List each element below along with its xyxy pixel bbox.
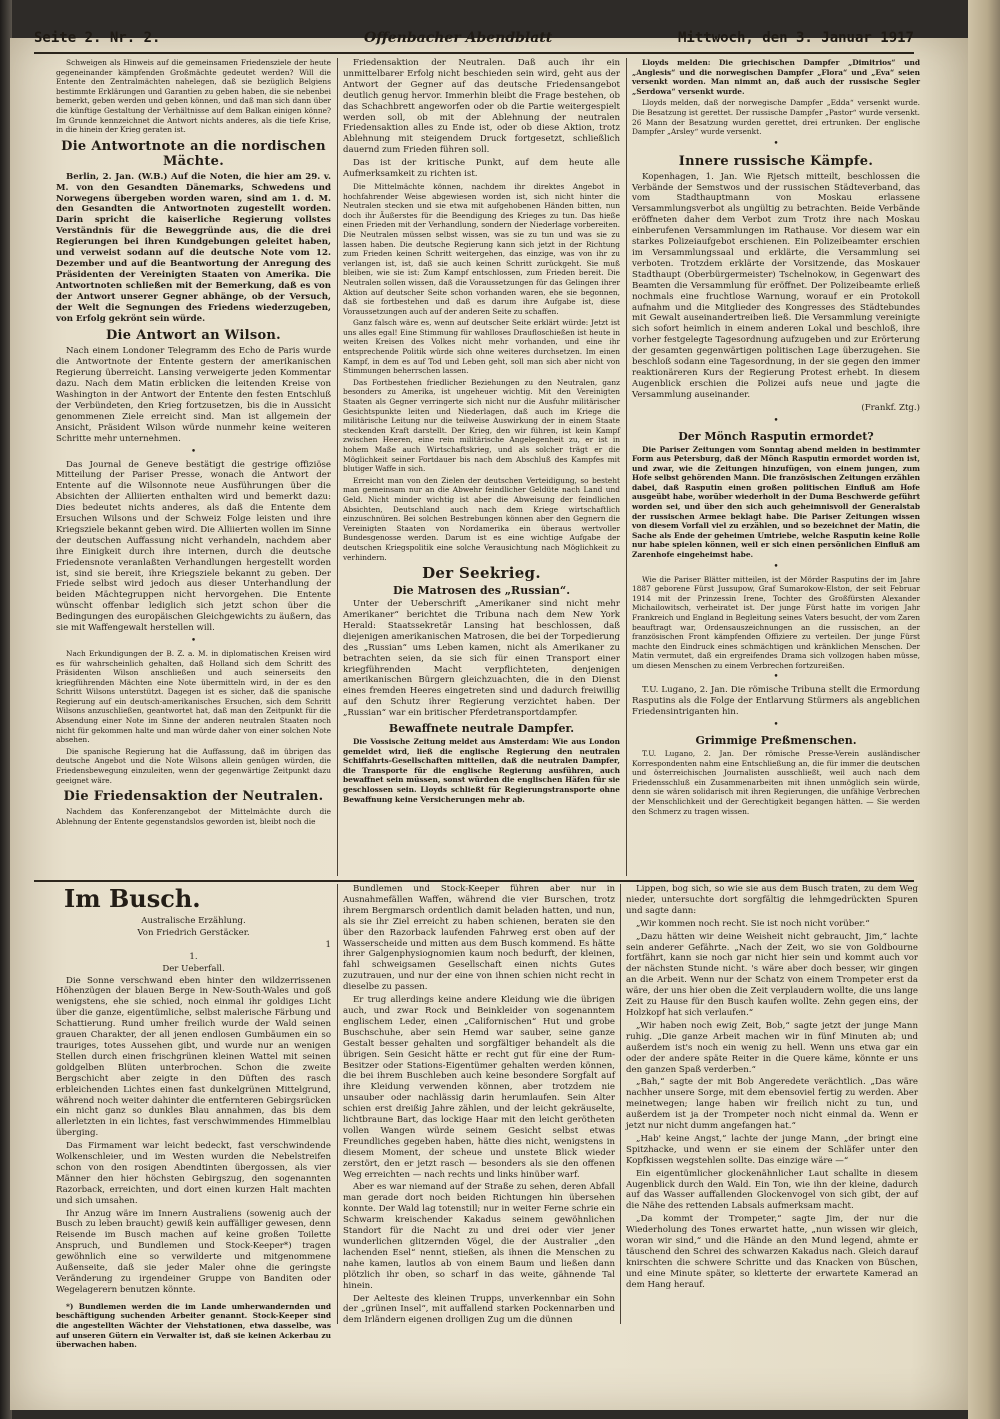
installment-mark: 1 (325, 939, 331, 950)
headline-peace-action: Die Friedensaktion der Neutralen. (63, 789, 324, 805)
column-3 (632, 58, 920, 876)
footnote: *) Bundlemen werden die im Lande umherwandernden und beschäftigung suchenden Arbeiter genannt. Stock-Keeper sind die angestellten Wächter der Viehstationen, etwa dasselbe, was auf unseren Gütern ein Verwalter ist, daß sie keinen Ackerbau zu überwachen haben. (56, 1301, 331, 1350)
article-neutral-6: Erreicht man von den Zielen der deutschen Verteidigung, so besteht man gemeinsam nur an die Abwehr feindlicher Geldüte nach Land und Geld. Nicht minder wichtig ist aber die Abweisung der feindlichen Absichten, Deutschland auch nach dem Kriege wirtschaftlich einzuschnüren. Bei solchen Bestrebungen können aber den Gegnern die Vereinigten Staaten von Nordamerika ein überaus wertvoller Bundesgenosse werden. Darum ist es eine wichtige Aufgabe der deutschen Kriegspolitik eine solche Verausichtung nach Möglichkeit zu verhindern. (343, 475, 620, 562)
article-russian-sailors: Unter der Ueberschrift „Amerikaner sind nicht mehr Amerikaner“ berichtet die Tribuna nach dem New York Herald: Staatssekretär Lansing hat beschlossen, daß diejenigen amerikanischen Matrosen, die bei der Torpedierung des „Russian“ ums Leben kamen, nicht als Amerikaner zu betrachten seien, da sie sich für einen Transport einer kriegführenden Macht verpflichteten, denjenigen amerikanischen Bürgern gleichzuachten, die in den Dienst eines fremden Heeres eingetreten sind und dadurch freiwillig auf den Schutz ihrer Regierung verzichtet haben. Der „Russian“ war ein britischer Pferdetransportdampfer. (343, 599, 620, 719)
article-neutral-2: Das ist der kritische Punkt, auf dem heute alle Aufmerksamkeit zu richten ist. (343, 158, 620, 180)
column-rule (626, 58, 627, 876)
story-paragraph: Das Firmament war leicht bedeckt, fast verschwindende Wolkenschleier, und im Westen wurden die Nebelstreifen schon von den rosigen Abendtinten übergossen, als vier Männer den hier höchsten Gebirgszug, den sogenannten Razorback, erreichten, und dort einen kurzen Halt machten und sich umsahen. (56, 1141, 331, 1206)
story-paragraph: „Bah,“ sagte der mit Bob Angeredete verächtlich. „Das wäre nachher unsere Sorge, mit dem ebensoviel fertig zu werden. Aber meinetwegen; lange haben wir freilich nicht zu tun, und außerdem ist ja der Trompeter noch nicht einmal da. Wenn er jetzt nur nicht dumm angefangen hat.“ (626, 1077, 918, 1132)
newspaper-title: Offenbacher Abendblatt (364, 30, 553, 46)
story-paragraph: Aber es war niemand auf der Straße zu sehen, deren Abfall man gerade dort noch beiden Richtungen hin übersehen konnte. Der Wald lag totenstill; nur in weiter Ferne schrie ein Schwarm kreischender Kakadus seinem gewöhnlichen Standort für die Nacht zu und drei oder vier jener wunderlichen glitzernden Vögel, die der Australier „den lachenden Esel“ nennt, stießen, als ihnen die Menschen zu nahe kamen, lautlos ab von einem Baum und ließen dann plötzlich ihr oben, so scharf in das weite, gähnende Tal hinein. (343, 1182, 615, 1291)
article-intro: Schweigen als Hinweis auf die gemeinsamen Friedensziele der heute gegeneinander kämpfenden Großmächte gedeutet werden? Will die Entente den Zentralmächten nahelegen, daß sie bezüglich Belgiens bestimmte Erklärungen und Garantien zu geben haben, die sie nebenbei bemerkt, geben werden und geben können, und daß man sich dann über die künftige Gestaltung der Verhältnisse auf dem Balkan einigen könne? Im Grunde kennzeichnet die Antwort nichts anderes, als die tiefe Krise, in die hinein der Krieg geraten ist. (56, 58, 331, 135)
headline-russian-sailors: Die Matrosen des „Russian“. (392, 584, 571, 598)
article-russian-struggles: Kopenhagen, 1. Jan. Wie Rjetsch mitteilt, beschlossen die Verbände der Semstwos und der russischen Städteverband, das vom Stadthauptmann von Moskau erlassene Versammlungsverbot als ungültig zu betrachten. Beide Verbände eröffneten daher dem Verbot zum Trotz ihre nach Moskau einberufenen Versammlungen im Rathause. Vor diesem war ein starkes Polizeiaufgebot erschienen. Ein Polizeibeamter erschien im Versammlungssaal und erklärte, die Versammlung sei verboten. Trotzdem erklärte der Vorsitzende, das Moskauer Stadthaupt (Oberbürgermeister) Tschelnokow, in Gegenwart des Beamten die Versammlung für eröffnet. Der Polizeibeamte erließ nochmals eine fruchtlose Warnung, worauf er ein Protokoll aufnahm und die Mitglieder des Kongresses des Städtebundes mit Gewalt auseinandertreiben ließ. Die Versammlung vereinigte sich sofort heimlich in einem anderen Lokal und beschloß, ihre vorher festgelegte Tagesordnung aufzugeben und zur Erörterung der gesamten gegenwärtigen politischen Lage überzugehen. Sie beschloß sodann eine Tagesordnung, in der sie gegen den immer reaktionäreren Kurs der Regierung Protest erhebt. In diesem Augenblick erschien die Polizei aufs neue und jagte die Versammlung auseinander. (632, 171, 920, 400)
article-neutral-3: Die Mittelmächte können, nachdem ihr direktes Angebot in hochfahrender Weise abgewiesen worden ist, sich nicht hinter die Neutralen stecken und sie etwa mit aufgehobenen Händen bitten, nun doch ihr Äußerstes für die Beendigung des Krieges zu tun. Das hieße einen Frieden mit der Verhandlung, sondern der Niederlage vorbereiten. Die Neutralen müssen selbst wissen, was sie zu tun und was sie zu lassen haben. Die deutsche Regierung kann sich jetzt in der Richtung zum Frieden keinen Schritt weitergehen, das einzige, was von ihr zu verlangen ist, ist, daß sie auch keinen Schritt zurückgeht. Sie muß bleiben, wie sie ist: Zum Kampf entschlossen, zum Frieden bereit. Die Neutralen sollen wissen, daß die Voraussetzungen für das Gelingen ihrer Aktion auf deutscher Seite schon vorhanden waren, ehe sie begonnen, daß sie fortbestehen und daß es darum ihre Aufgabe ist, diese Voraussetzungen auch auf der anderen Seite zu schaffen. (343, 181, 620, 316)
headline-press-people: Grimmige Preßmenschen. (695, 734, 857, 747)
article-wilson-1: Nach einem Londoner Telegramm des Echo de Paris wurde die Antwortnote der Entente gestern der amerikanischen Regierung überreicht. Lansing verweigerte jeden Kommentar dazu. Nach dem Matin erblicken die leitenden Kreise von Washington in der Antwort der Entente den festen Entschluß der Verbündeten, den Krieg fortzusetzen, bis die in Aussicht genommenen Ziele erreicht sind. Man ist allgemein der Ansicht, Präsident Wilson würde nunmehr keine weiteren Schritte mehr unternehmen. (56, 346, 331, 444)
feuilleton-column-3 (626, 884, 918, 1324)
page-edge (968, 0, 1000, 1419)
article-nordic-note: Berlin, 2. Jan. (W.B.) Auf die Noten, die hier am 29. v. M. von den Gesandten Dänemarks, Schwedens und Norwegens übergeben worden waren, sind am 1. d. M. den Gesandten die Antwortnoten zugestellt worden. Darin spricht die kaiserliche Regierung vollstes Verständnis für die Beweggründe aus, die die drei Regierungen bei ihren Kundgebungen geleitet haben, und verweist sodann auf die deutsche Note vom 12. Dezember und auf die Beantwortung der Anregung des Präsidenten der Vereinigten Staaten von Amerika. Die Antwortnoten schließen mit der Bemerkung, daß es von der Antwort unserer Gegner abhänge, ob der Versuch, der Welt die Segnungen des Friedens wiederzugeben, von Erfolg gekrönt sein würde. (56, 171, 331, 324)
source-note: (Frankf. Ztg.) (861, 402, 920, 413)
feuilleton-column-2 (343, 884, 615, 1324)
column-rule (337, 884, 338, 1324)
article-rasputin-3: T.U. Lugano, 2. Jan. Die römische Tribuna stellt die Ermordung Rasputins als die Folge der Entlarvung Stürmers als angeblichen Friedensintriganten hin. (632, 685, 920, 718)
chapter-number: 1. (189, 951, 198, 962)
headline-naval-war: Der Seekrieg. (422, 564, 541, 583)
column-2 (343, 58, 620, 876)
issue-date: Mittwoch, den 3. Januar 1917 (677, 30, 914, 46)
story-paragraph: Bundlemen und Stock-Keeper führen aber nur in Ausnahmefällen Waffen, während die vier Burschen, trotz ihrem Bergmarsch ordentlich damit beladen hatten, und nun, als sie ihr Ziel erreicht zu haben schienen, beraten sie den über den Razorback laufenden Fahrweg erst oben auf der Wasserscheide und mitten aus dem Busch kommend. Es hätte ihrer Galgenphysiognomien kaum noch bedurft, der kleinen, fahl schweigsamen Gesellschaft einen nichts Gutes zuzutrauen, und nur der eine von ihnen schien nicht recht in dieselbe zu passen. (343, 884, 615, 993)
column-1 (56, 58, 331, 876)
article-neutral-1: Friedensaktion der Neutralen. Daß auch ihr ein unmittelbarer Erfolg nicht beschieden sein wird, geht aus der Antwort der Gegner auf das deutsche Friedensangebot deutlich genug hervor. Immerhin bleibt die Frage bestehen, ob das Schachbrett angeworfen oder ob die Partie weitergespielt werden soll, ob mit der Ablehnung der neutralen Friedensaktion alles zu Ende ist, oder ob diese Aktion, trotz Ablehnung mit steigendem Druck fortgesetzt, schließlich dauernd zum Frieden führen soll. (343, 58, 620, 156)
story-paragraph: „Wir kommen noch recht. Sie ist noch nicht vorüber.“ (636, 918, 870, 929)
story-paragraph: Lippen, bog sich, so wie sie aus dem Busch traten, zu dem Weg nieder, untersuchte dort sorgfältig die lehmgedrückten Spuren und sagte dann: (626, 884, 918, 916)
article-neutral-4: Ganz falsch wäre es, wenn auf deutscher Seite erklärt würde: Jetzt ist uns alles egal! Eine Stimmung für wahlloses Draufloschießen ist heute in weiten Kreisen des Volkes nicht mehr vorhanden, und eine ihr entsprechende Politik würde sich ohne weiteres durchsetzen. Im einen Kampf, in dem es auf Tod und Leben geht, soll man sich aber nicht von Stimmungen beherrschen lassen. (343, 318, 620, 376)
separator-dot: • (773, 415, 779, 426)
article-rasputin-2: Wie die Pariser Blätter mitteilen, ist der Mörder Rasputins der im Jahre 1887 geborene Fürst Jussupow, Graf Sumarokow-Elston, der seit Februar 1914 mit der Prinzessin Irene, Tochter des Großfürsten Alexander Michailowitsch, verheiratet ist. Der junge Fürst hatte im vorigen Jahr Frankreich und England in Begleitung seines Vaters besucht, der vom Zaren beauftragt war, Ordensauszeichnungen an die russischen, an der französischen Front kämpfenden Offiziere zu verteilen. Der junge Fürst machte den Eindruck eines schmächtigen und kränklichen Menschen. Der Matin vermutet, daß ein ergreifendes Drama sich vollzogen haben müsse, um diesen Menschen zu einem Verbrechen fortzureißen. (632, 574, 920, 670)
article-wilson-3: Nach Erkundigungen der B. Z. a. M. in diplomatischen Kreisen wird es für wahrscheinlich gehalten, daß Holland sich dem Schritt des Präsidenten Wilson anschließen und auch seinerseits den kriegführenden Mächten eine Note übermitteln wird, in der es den Schritt Wilsons unterstützt. Dagegen ist es sicher, daß die spanische Regierung auf ein deutsch-amerikanisches Ersuchen, sich dem Schritt Wilsons anzuschließen, geantwortet hat, daß man den Zeitpunkt für die Absendung einer Note im Sinne der anderen neutralen Staaten noch nicht für gekommen halte und man würde daher von einer solchen Note absehen. (56, 648, 331, 745)
headline-armed-steamers: Bewaffnete neutrale Dampfer. (388, 722, 575, 736)
article-rasputin-1: Die Pariser Zeitungen vom Sonntag abend melden in bestimmter Form aus Petersburg, daß der Mönch Rasputin ermordet worden ist, und zwar, wie die Zeitungen hinzufügen, von einem jungen, zum Hofe selbst gehörenden Mann. Die französischen Zeitungen erzählen dabei, daß Rasputin einen großen politischen Einfluß am Hofe ausgeübt habe, worüber wiederholt in der Duma Beschwerde geführt worden sei, und über den sich auch geheimnisvoll der Generalstab der russischen Armee beklagt habe. Die Pariser Zeitungen wissen von diesem Vorfall viel zu erzählen, und so bezeichnet der Matin, die Sache als Ende der geheimen Umtriebe, welche Rasputin keine Rolle nur habe spielen können, weil er sich einen persönlichen Einfluß am Zarenhofe eingeheimst habe. (632, 444, 920, 560)
article-wilson-4: Die spanische Regierung hat die Auffassung, daß im übrigen das deutsche Angebot und die Note Wilsons allein genügen würden, die Friedensbewegung einzuleiten, wenn der gegenwärtige Zeitpunkt dazu geeignet wäre. (56, 746, 331, 785)
headline-rasputin: Der Mönch Rasputin ermordet? (678, 429, 874, 443)
article-peace-action: Nachdem das Konferenzangebot der Mittelmächte durch die Ablehnung der Entente gegenstandslos geworden ist, bleibt noch die (56, 807, 331, 826)
feuilleton-column-1 (56, 884, 331, 1350)
story-paragraph: Der Aelteste des kleinen Trupps, unverkennbar ein Sohn der „grünen Insel“, mit auffallend starken Pockennarben und dem Irländern eigenen drolligen Zug um die dünnen (343, 1293, 615, 1326)
story-paragraph: „Wir haben noch ewig Zeit, Bob,“ sagte jetzt der junge Mann ruhig. „Die ganze Arbeit machen wir in fünf Minuten ab; und außerdem ist's noch ein wenig zu hell. Wenn uns etwa gar ein oder der andere späte Reiter in die Quere käme, könnte er uns den ganzen Spaß verderben.“ (626, 1020, 918, 1075)
header-rule (34, 52, 914, 54)
chapter-title: Der Ueberfall. (162, 963, 225, 974)
story-paragraph: Ihr Anzug wäre im Innern Australiens (sowenig auch der Busch zu leben braucht) gewiß kein auffälliger gewesen, denn Reisende im Busch machen auf keine großen Toilette Anspruch, und Bundlemen und Stock-Keeper*) tragen gewöhnlich eine so verwilderte und mitgenommene Außenseite, daß sie jeder Maler ohne die geringste Veränderung zu irgendeiner Gruppe von Banditen oder Wegelagerern benutzen könnte. (56, 1208, 331, 1295)
column-rule (620, 884, 621, 1324)
feuilleton-title: Im Busch. (64, 884, 201, 913)
separator-dot: • (190, 636, 197, 646)
story-paragraph: Ein eigentümlicher glockenähnlicher Laut schallte in diesem Augenblick durch den Wald. Ein Ton, wie ihn der kleine, dadurch auf das Wasser auffallenden Glockenvogel von sich gibt, der auf die Nähe des rettenden Labsals aufmerksam macht. (626, 1168, 918, 1212)
headline-russian-struggles: Innere russische Kämpfe. (678, 153, 874, 169)
separator-dot: • (773, 561, 779, 572)
article-neutral-5: Das Fortbestehen friedlicher Beziehungen zu den Neutralen, ganz besonders zu Amerika, ist ungeheuer wichtig. Mit den Vereinigten Staaten als Gegner verringerte sich nicht nur die Ausfuhr militärischer Gesichtspunkte leiten und Niederlagen, daß auch im Kriege die militärische Leitung nur die teilweise Auswirkung der in einem Staate steckenden Kraft darstellt. Der Krieg, den wir führen, ist kein Kampf zwischen Heeren, eine rein militärische Angelegenheit zu, er ist in hohem Maße auch Wirtschaftskrieg, und als solcher trägt er die Möglichkeit seiner Fortdauer bis nach dem Abschluß des Kampfes mit blutiger Waffe in sich. (343, 377, 620, 474)
headline-wilson: Die Antwort an Wilson. (105, 328, 281, 344)
page-header (34, 30, 914, 52)
separator-dot: • (773, 138, 779, 149)
story-paragraph: „Dazu hätten wir deine Weisheit nicht gebraucht, Jim,“ lachte sein anderer Gefährte. „Nach der Zeit, wo sie von Goldbourne fortfährt, kann sie noch gar nicht hier sein und kommt auch vor der nächsten Stunde nicht. 's wäre aber doch besser, wir gingen an die Arbeit. Wenn nur der Schatz von einem Trompeter erst da wäre, der uns hier oben die Zeit verplaudern wollte, die uns lange Zeit zu Hause für den Busch kaufen wollte. Zehn gegen eins, der Holzkopf hat sich verlaufen.“ (626, 931, 918, 1018)
column-rule (337, 58, 338, 876)
feuilleton-subtitle: Australische Erzählung. (141, 916, 246, 926)
story-paragraph: Die Sonne verschwand eben hinter den wildzerrissenen Höhenzügen der blauen Berge in New-South-Wales und goß wenigstens, ehe sie schied, noch einmal ihr goldiges Licht über die ganze, eigentümliche, selbst malerische Färbung und Schattierung. Rund umher freilich wurde der Wald seinen grauen Charakter, der all jenen endlosen Gumbäumen ein so trauriges, totes Aussehen gibt, und wurde nur an wenigen Stellen durch einen frischgrünen kleinen Wattel mit seinen goldgelben Blüten unterbrochen. Schon die zweite Bergschicht aber zeigte in den Düften des rasch erbleichenden Lichtes einen fast dunkelgrünen Mittelgrund, während noch weiter dahinter die entfernteren Gebirgsrücken ein nicht ganz so dunkles Blau annahmen, das bis dem allerletzten in ein lichtes, fast verschwimmendes Himmelblau überging. (56, 975, 331, 1139)
story-paragraph: Er trug allerdings keine andere Kleidung wie die übrigen auch, und zwar Rock und Beinkleider von sogenanntem englischem Leder, einen „Californischen“ Hut und grobe Buschschuhe, aber sein Hemd war sauber, seine ganze Gestalt besser gehalten und sorgfältiger behandelt als die übrigen. Sein Gesicht hätte er recht gut für eine der Rum-Besitzer oder Stations-Eigentümer gehalten werden können, die bei ihrem Buschleben auch keine besondere Sorgfalt auf ihre Kleidung verwenden können, aber trotzdem nie unsauber oder nachlässig darin herumlaufen. Sein Alter schien erst dreißig Jahre zählen, und der leicht gekräuselte, lichtbraune Bart, das lockige Haar mit den leicht gerötheten vollen Wangen würde seinem Gesicht selbst etwas Freundliches gegeben haben, hätte dies nicht, wenigstens in diesem Moment, der scheue und unstete Blick wieder zerstört, den er jetzt rasch — besonders als sie den offenen Weg erreichten — nach rechts und links hinüber warf. (343, 995, 615, 1180)
separator-dot: • (773, 720, 779, 731)
feuilleton-rule (34, 880, 914, 882)
separator-dot: • (773, 672, 779, 683)
article-sunk-ships-1: Lloyds melden: Die griechischen Dampfer „Dimitrios“ und „Anglesis“ und die norwegischen Dampfer „Flora“ und „Eva“ seien versenkt worden. Man nimmt an, daß auch der russische Segler „Serdowa“ versenkt wurde. (632, 58, 920, 96)
article-armed-steamers: Die Vossische Zeitung meldet aus Amsterdam: Wie aus London gemeldet wird, ließ die englische Regierung den neutralen Schiffahrts-Gesellschaften mitteilen, daß die neutralen Dampfer, die Transporte für die englische Regierung ausführen, auch bewaffnet sein müssen, sonst würden die englischen Häfen für sie geschlossen sein. Lloyds schließt für Regierungstransporte ohne Bewaffnung keine Versicherungen mehr ab. (343, 737, 620, 804)
page-number: Seite 2. Nr. 2. (34, 30, 161, 46)
story-paragraph: „Hab' keine Angst,“ lachte der junge Mann, „der bringt eine Spitzhacke, und wenn er sie einem der Schläfer unter den Kopfkissen wegstehlen sollte. Das einzige wäre —“ (626, 1133, 918, 1166)
article-wilson-2: Das Journal de Geneve bestätigt die gestrige offiziöse Mitteilung der Pariser Presse, wonach die Antwort der Entente auf die Wilsonnote neue Ausführungen über die Absichten der Alliierten enthalten wird und bemerkt dazu: Dies bedeutet nichts anderes, als daß die Entente dem Ersuchen Wilsons und der Schweiz Folge leisten und ihre Kriegsziele bekannt geben wird. Die Alliierten wollen im Sinne der deutschen Auffassung nicht verhandeln, nachdem aber ihre Einigkeit durch ihre internen, durch die deutsche Friedensnote veranlaßten Verhandlungen hergestellt worden ist, sind sie bereit, ihre Kriegsziele bekannt zu geben. Der Friede selbst wird jedoch aus dieser Unterhandlung der beiden Mächtegruppen nicht hervorgehen. Die Entente wünscht offenbar lediglich sich jetzt schon über die Bedingungen des europäischen Gleichgewichts zu äußern, das sie mit Waffengewalt herstellen will. (56, 459, 331, 634)
story-paragraph: „Da kommt der Trompeter,“ sagte Jim, der nur die Wiederholung des Tones erwartet hatte, „nun wissen wir gleich, woran wir sind,“ und die Hände an den Mund legend, ahmte er täuschend den Schrei des schwarzen Kakadus nach. Gleich darauf knirschten die schwere Schritte und das Knacken von Büschen, und eine Minute später, so kletterte der erwartete Kamerad an dem Hang herauf. (626, 1214, 918, 1290)
feuilleton-author: Von Friedrich Gerstäcker. (137, 927, 250, 938)
headline-nordic-note: Die Antwortnote an die nordischen Mächte. (61, 138, 326, 169)
article-sunk-ships-2: Lloyds melden, daß der norwegische Dampfer „Edda“ versenkt wurde. Die Besatzung ist gerettet. Der russische Dampfer „Pastor“ wurde versenkt. 26 Mann der Besatzung wurden gerettet, drei ertrunken. Der englische Dampfer „Arsley“ wurde versenkt. (632, 98, 920, 137)
article-press-people: T.U. Lugano, 2. Jan. Der römische Presse-Verein ausländischer Korrespondenten nahm eine Entschließung an, die für immer die deutschen und österreichischen Journalisten ausschließt, weil auch nach dem Friedensschluß ein Zusammenarbeiten mit ihnen unmöglich sein würde, denn sie wären solidarisch mit ihren Regierungen, die unfähige Verbrechen der Menschlichkeit und der Gerechtigkeit begangen hätten. — Sie werden den Schmerz zu tragen wissen. (632, 749, 920, 816)
separator-dot: • (190, 446, 197, 457)
